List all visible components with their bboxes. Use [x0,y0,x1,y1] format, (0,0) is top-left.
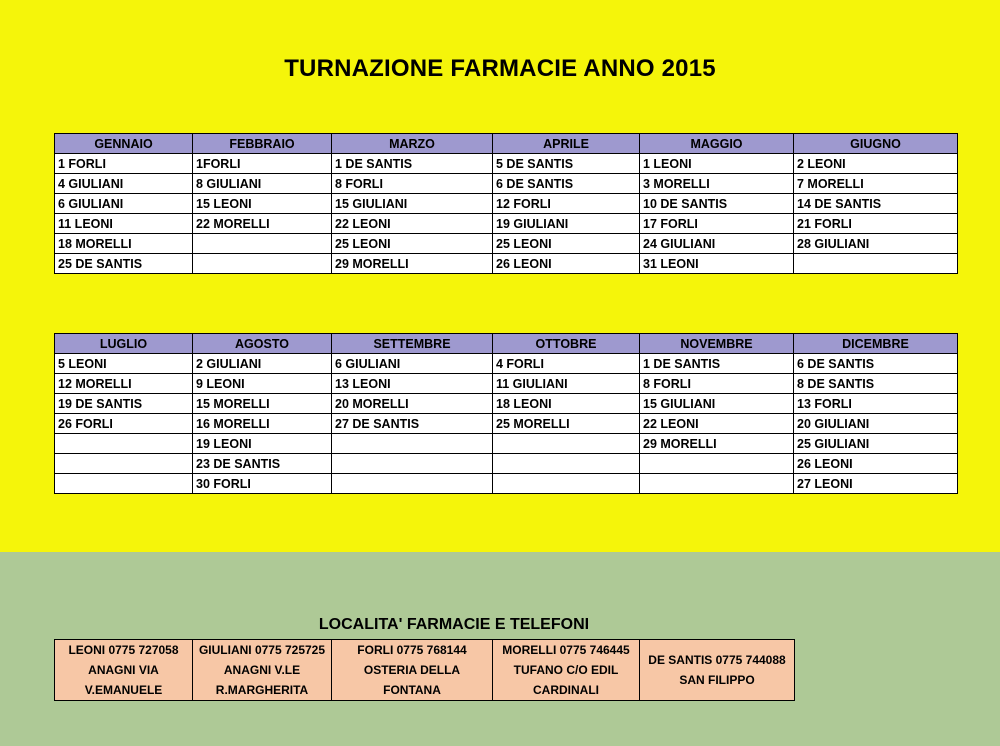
month-header: AGOSTO [193,334,332,354]
duty-cell: 6 DE SANTIS [794,354,958,374]
duty-cell: 14 DE SANTIS [794,194,958,214]
table-row [55,214,958,234]
duty-cell: 7 MORELLI [794,174,958,194]
duty-cell: 15 MORELLI [193,394,332,414]
month-header: MARZO [332,134,493,154]
duty-cell: 1FORLI [193,154,332,174]
page-title: TURNAZIONE FARMACIE ANNO 2015 [284,55,716,82]
pharmacy-address: FONTANA [383,683,441,697]
pharmacy-cell-morelli [493,640,640,701]
duty-cell: 25 GIULIANI [794,434,958,454]
month-header: FEBBRAIO [193,134,332,154]
duty-cell: 22 MORELLI [193,214,332,234]
duty-cell: 20 MORELLI [332,394,493,414]
duty-cell: 9 LEONI [193,374,332,394]
pharmacy-cell-forli [332,640,493,701]
duty-cell: 17 FORLI [640,214,794,234]
month-header: OTTOBRE [493,334,640,354]
duty-cell [55,474,193,494]
duty-cell: 16 MORELLI [193,414,332,434]
table-row [55,354,958,374]
duty-cell: 6 GIULIANI [332,354,493,374]
duty-cell: 8 FORLI [640,374,794,394]
duty-cell: 12 MORELLI [55,374,193,394]
duty-cell: 1 LEONI [640,154,794,174]
duty-cell: 31 LEONI [640,254,794,274]
duty-cell: 25 LEONI [493,234,640,254]
month-header: SETTEMBRE [332,334,493,354]
duty-cell: 25 LEONI [332,234,493,254]
pharmacy-name-phone: LEONI 0775 727058 [68,643,179,657]
month-header-row [55,134,958,154]
duty-cell [493,434,640,454]
month-header: NOVEMBRE [640,334,794,354]
table-row [55,474,958,494]
pharmacies-table [54,639,795,701]
duty-cell: 20 GIULIANI [794,414,958,434]
pharmacy-address: R.MARGHERITA [215,683,309,697]
pharmacy-name-phone: MORELLI 0775 746445 [502,643,630,657]
duty-cell [493,474,640,494]
duty-cell [55,454,193,474]
duty-cell: 27 LEONI [794,474,958,494]
calendar-first-half [54,133,958,274]
month-header: GENNAIO [55,134,193,154]
table-row [55,414,958,434]
duty-cell: 4 FORLI [493,354,640,374]
pharmacy-name-phone: FORLI 0775 768144 [357,643,467,657]
duty-cell: 1 DE SANTIS [332,154,493,174]
pharmacy-cell-de-santis [640,640,795,701]
pharmacy-address: ANAGNI V.LE [223,663,301,677]
pharmacy-address: SAN FILIPPO [679,673,755,687]
duty-cell: 13 LEONI [332,374,493,394]
duty-cell: 8 FORLI [332,174,493,194]
duty-cell: 22 LEONI [640,414,794,434]
month-header: DICEMBRE [794,334,958,354]
pharmacy-cell-leoni [55,640,193,701]
duty-cell: 28 GIULIANI [794,234,958,254]
pharmacy-address: TUFANO C/O EDIL [513,663,619,677]
duty-cell: 21 FORLI [794,214,958,234]
duty-cell: 18 MORELLI [55,234,193,254]
duty-cell [794,254,958,274]
month-header-row [55,334,958,354]
table-row [55,374,958,394]
table-row [55,394,958,414]
duty-cell: 2 LEONI [794,154,958,174]
duty-cell [332,434,493,454]
duty-cell: 25 DE SANTIS [55,254,193,274]
pharmacy-name-phone: GIULIANI 0775 725725 [198,643,326,657]
table-row [55,254,958,274]
pharmacy-name-phone: DE SANTIS 0775 744088 [648,653,786,667]
duty-cell: 27 DE SANTIS [332,414,493,434]
duty-cell: 26 LEONI [794,454,958,474]
duty-cell: 25 MORELLI [493,414,640,434]
month-header: MAGGIO [640,134,794,154]
duty-cell: 6 DE SANTIS [493,174,640,194]
duty-cell: 8 DE SANTIS [794,374,958,394]
table-row [55,434,958,454]
duty-cell: 1 FORLI [55,154,193,174]
duty-cell: 11 GIULIANI [493,374,640,394]
duty-cell: 30 FORLI [193,474,332,494]
duty-cell [493,454,640,474]
duty-cell: 18 LEONI [493,394,640,414]
duty-cell: 15 GIULIANI [332,194,493,214]
month-header: LUGLIO [55,334,193,354]
table-row [55,234,958,254]
duty-cell [193,254,332,274]
pharmacy-address: ANAGNI VIA [88,663,159,677]
duty-cell: 29 MORELLI [332,254,493,274]
duty-cell: 11 LEONI [55,214,193,234]
duty-cell: 10 DE SANTIS [640,194,794,214]
duty-cell: 19 DE SANTIS [55,394,193,414]
duty-cell: 1 DE SANTIS [640,354,794,374]
duty-cell: 26 LEONI [493,254,640,274]
table-row [55,194,958,214]
duty-cell: 29 MORELLI [640,434,794,454]
duty-cell [640,454,794,474]
duty-cell: 26 FORLI [55,414,193,434]
duty-cell: 2 GIULIANI [193,354,332,374]
table-row [55,174,958,194]
duty-cell: 8 GIULIANI [193,174,332,194]
duty-cell [640,474,794,494]
duty-cell: 19 GIULIANI [493,214,640,234]
duty-cell: 24 GIULIANI [640,234,794,254]
duty-cell [332,474,493,494]
duty-cell: 5 DE SANTIS [493,154,640,174]
duty-cell: 12 FORLI [493,194,640,214]
duty-cell: 6 GIULIANI [55,194,193,214]
pharmacies-title: LOCALITA' FARMACIE E TELEFONI [318,616,590,633]
duty-cell: 22 LEONI [332,214,493,234]
pharmacy-cell-giuliani [193,640,332,701]
duty-cell: 15 GIULIANI [640,394,794,414]
pharmacy-address: OSTERIA DELLA [363,663,461,677]
month-header: APRILE [493,134,640,154]
duty-cell [332,454,493,474]
duty-cell: 15 LEONI [193,194,332,214]
duty-cell: 13 FORLI [794,394,958,414]
duty-cell: 5 LEONI [55,354,193,374]
pharmacy-address: V.EMANUELE [84,683,163,697]
duty-cell [193,234,332,254]
month-header: GIUGNO [794,134,958,154]
duty-cell: 4 GIULIANI [55,174,193,194]
table-row [55,454,958,474]
table-row [55,640,795,701]
table-row [55,154,958,174]
duty-cell: 3 MORELLI [640,174,794,194]
pharmacy-address: CARDINALI [533,683,599,697]
calendar-second-half [54,333,958,494]
duty-cell [55,434,193,454]
duty-cell: 19 LEONI [193,434,332,454]
duty-cell: 23 DE SANTIS [193,454,332,474]
